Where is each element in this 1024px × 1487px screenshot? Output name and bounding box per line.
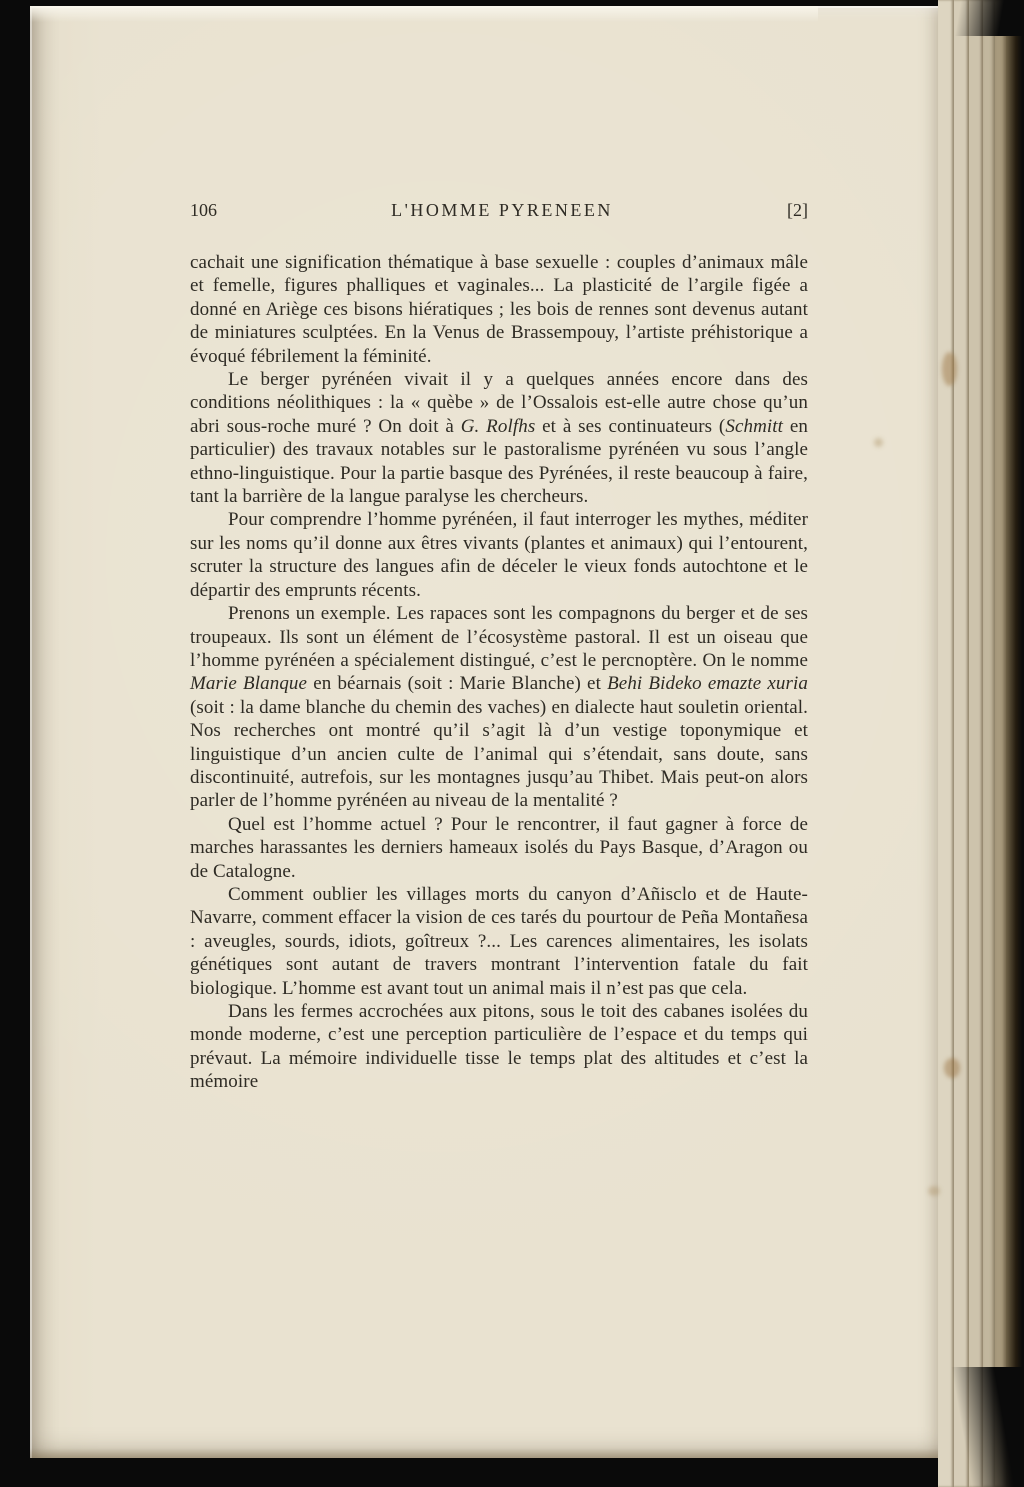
text-run: Prenons un exemple. Les rapaces sont les compagnons du berger et de ses troupeaux. Ils sont un élément de l’écosystème pastoral. Il est un oiseau que l’homme pyrénéen a spécialement distingué, c’est le percnoptère. On le nomme	[190, 603, 808, 671]
text-run: Le berger pyrénéen vivait il y a quelques années encore dans des conditions néolithiques : la « quèbe » de l’Ossalois est-elle autre chose qu’un abri sous-roche muré ? On doit à	[190, 369, 808, 437]
text-run: Pour comprendre l’homme pyrénéen, il faut interroger les mythes, méditer sur les noms qu’il donne aux êtres vivants (plantes et animaux) qui l’entourent, scruter la structure des langues afin de déceler le vieux fonds autochtone et le départir des emprunts récents.	[190, 509, 808, 601]
paragraph	[190, 251, 808, 368]
page-edge	[938, 0, 954, 1487]
page-edge	[983, 0, 995, 1487]
running-title: L'HOMME PYRENEEN	[391, 200, 613, 220]
page-edge	[995, 0, 1006, 1487]
page-stack-edges	[938, 0, 1024, 1487]
page-header	[190, 200, 808, 221]
text-run: Dans les fermes accrochées aux pitons, sous le toit des cabanes isolées du monde moderne, c’est une perception particulière de l’espace et du temps qui prévaut. La mémoire individuelle tisse le temps plat des altitudes et c’est la mémoire	[190, 1001, 808, 1093]
paragraph	[190, 1000, 808, 1094]
page-number: 106	[190, 200, 217, 220]
text-run: en particulier) des travaux notables sur le pastoralisme pyrénéen vu sous l’angle ethno-linguistique. Pour la partie basque des Pyrénées, il reste beaucoup à faire, tant la barrière de la langue paralyse les chercheurs.	[190, 415, 808, 508]
italic-text-run: Behi Bideko emazte xuria	[607, 673, 808, 695]
bracket-number: [2]	[787, 200, 808, 220]
paper-stain	[928, 1186, 940, 1196]
paragraph	[190, 883, 808, 1000]
italic-text-run: Marie Blanque	[190, 673, 308, 695]
paragraph	[190, 368, 808, 508]
book-page	[30, 6, 938, 1458]
top-right-shadow	[938, 0, 1024, 36]
page-edge	[954, 0, 969, 1487]
bottom-right-shadow	[938, 1367, 1024, 1487]
text-run: Comment oublier les villages morts du canyon d’Añisclo et de Haute-Navarre, comment effacer la vision de ces tarés du pourtour de Peña Montañesa : aveugles, sourds, idiots, goîtreux ?... Les carences alimentaires, les isolats génétiques sont autant de travers montrant l’intervention fatale du fait biologique. L’homme est avant tout un animal mais il n’est pas que cela.	[190, 883, 808, 999]
text-run: et à ses continuateurs (	[535, 415, 726, 437]
paragraph	[190, 602, 808, 813]
italic-text-run: Schmitt	[725, 415, 784, 437]
paper-stain	[944, 1058, 960, 1078]
text-run: (soit : la dame blanche du chemin des vaches) en dialecte haut souletin oriental. Nos recherches ont montré qu’il s’agit là d’un vestige toponymique et linguistique d’un ancien culte de l’animal qui s’étendait, sans doute, sans discontinuité, autrefois, sur les montagnes jusqu’au Thibet. Mais peut-on alors parler de l’homme pyrénéen au niveau de la mentalité ?	[190, 696, 808, 812]
paragraph	[190, 508, 808, 602]
text-run: cachait une signification thématique à base sexuelle : couples d’animaux mâle et femelle, figures phalliques et vaginales... La plasticité de l’argile figée a donné en Ariège ces bisons hiératiques ; les bois de rennes sont devenus autant de miniatures sculptées. En la Venus de Brassempouy, l’artiste préhistorique a évoqué fébrilement la féminité.	[190, 252, 808, 367]
text-run: Quel est l’homme actuel ? Pour le rencontrer, il faut gagner à force de marches harassantes les derniers hameaux isolés du Pays Basque, d’Aragon ou de Catalogne.	[190, 813, 808, 882]
printed-area	[190, 200, 808, 1094]
italic-text-run: G. Rolfhs	[460, 415, 536, 437]
paper-stain	[942, 352, 957, 386]
book-spine-shadow	[1006, 0, 1024, 1487]
text-run: en béarnais (soit : Marie Blanche) et	[307, 673, 608, 695]
page-edge	[969, 0, 983, 1487]
body-text	[190, 251, 808, 1094]
paper-stain	[874, 438, 883, 447]
paragraph	[190, 813, 808, 883]
